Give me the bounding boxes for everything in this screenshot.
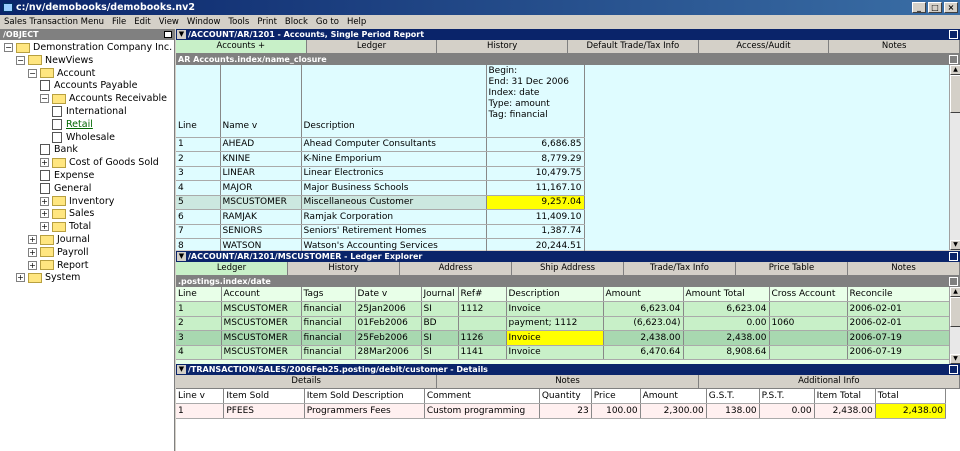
tab-history[interactable]: History: [288, 262, 400, 275]
column-header[interactable]: Reconcile: [847, 287, 949, 302]
column-header[interactable]: Item Sold Description: [304, 389, 424, 404]
tree-node-label: Accounts Receivable: [69, 93, 168, 105]
accounts-grid: [176, 65, 960, 250]
table-cell[interactable]: 2,300.00: [640, 404, 706, 419]
scroll-up-icon[interactable]: ▲: [950, 287, 960, 297]
ledger-grid: [176, 287, 960, 364]
accounts-scrollbar[interactable]: [949, 65, 960, 250]
column-header[interactable]: Item Total: [814, 389, 875, 404]
table-cell[interactable]: 6: [176, 210, 220, 225]
table-cell[interactable]: (6,623.04): [603, 316, 683, 331]
column-header[interactable]: Amount: [640, 389, 706, 404]
table-cell[interactable]: WATSON: [220, 239, 301, 254]
accounts-table: [176, 65, 585, 254]
document-icon: [40, 144, 50, 155]
column-header[interactable]: Ref#: [458, 287, 506, 302]
table-cell[interactable]: BD: [421, 316, 458, 331]
folder-icon: [52, 158, 66, 168]
column-header[interactable]: Tags: [301, 287, 355, 302]
tab-history[interactable]: History: [437, 40, 568, 53]
document-icon: [40, 170, 50, 181]
tree-node-label: Total: [69, 221, 92, 233]
header-row: [176, 389, 946, 404]
menu-sales-transaction[interactable]: Sales Transaction Menu: [4, 17, 104, 27]
table-row[interactable]: [176, 302, 949, 317]
tree-node[interactable]: [40, 220, 91, 233]
panel-menu-icon[interactable]: ▼: [178, 30, 185, 38]
tree-node[interactable]: [40, 182, 91, 195]
postings-header: [176, 276, 960, 287]
window-titlebar: [0, 0, 960, 15]
tree-node[interactable]: [16, 271, 80, 284]
table-cell[interactable]: 8,908.64: [683, 345, 769, 360]
ledger-table: [176, 287, 950, 360]
table-cell[interactable]: 10,479.75: [486, 166, 584, 181]
document-icon: [40, 80, 50, 91]
tree-node-label: Inventory: [69, 195, 115, 207]
tree-node-label: Payroll: [57, 246, 89, 258]
column-header[interactable]: Total: [875, 389, 945, 404]
tree-node-label: Accounts Payable: [54, 80, 138, 92]
panel-title: /ACCOUNT/AR/1201 - Accounts, Single Period Report: [188, 30, 425, 39]
tree-node[interactable]: [28, 233, 90, 246]
column-header[interactable]: Price: [591, 389, 640, 404]
tab-notes[interactable]: Notes: [829, 40, 960, 53]
tree-node-label: Bank: [54, 144, 78, 156]
table-cell[interactable]: SI: [421, 302, 458, 317]
table-cell[interactable]: 2,438.00: [814, 404, 875, 419]
table-cell[interactable]: [458, 316, 506, 331]
table-cell[interactable]: 25Feb2006: [355, 331, 421, 346]
table-cell[interactable]: 0.00: [683, 316, 769, 331]
table-cell[interactable]: 23: [539, 404, 591, 419]
tree-node[interactable]: [40, 156, 159, 169]
collapse-icon[interactable]: −: [17, 55, 24, 65]
tree-node-label: General: [54, 182, 92, 194]
table-cell[interactable]: AHEAD: [220, 137, 301, 152]
table-cell[interactable]: 11,167.10: [486, 181, 584, 196]
window-title: c:/nv/demobooks/demobooks.nv2: [16, 2, 195, 13]
ledger-explorer-panel: [176, 251, 960, 364]
tab-access-audit[interactable]: Access/Audit: [699, 40, 830, 53]
table-cell[interactable]: payment; 1112: [506, 316, 603, 331]
tree-node[interactable]: [52, 118, 93, 131]
table-cell[interactable]: 2: [176, 152, 220, 167]
table-cell[interactable]: 4: [176, 181, 220, 196]
tab-bar: [176, 375, 960, 389]
table-cell[interactable]: 3: [176, 166, 220, 181]
table-cell[interactable]: 2,438.00: [683, 331, 769, 346]
menu-edit[interactable]: Edit: [134, 17, 151, 27]
expand-icon[interactable]: +: [41, 209, 48, 219]
tree-node-label: Account: [57, 67, 96, 79]
ledger-scrollbar[interactable]: [949, 287, 960, 364]
table-row[interactable]: [176, 181, 584, 196]
table-cell[interactable]: Miscellaneous Customer: [301, 195, 486, 210]
menu-bar: [0, 15, 960, 29]
tree-node-label: Cost of Goods Sold: [69, 157, 159, 169]
table-cell[interactable]: SENIORS: [220, 224, 301, 239]
table-cell[interactable]: PFEES: [224, 404, 304, 419]
table-cell[interactable]: [769, 331, 847, 346]
table-cell[interactable]: Programmers Fees: [304, 404, 424, 419]
panel-menu-icon[interactable]: ▼: [178, 365, 185, 373]
tree-node[interactable]: [40, 207, 94, 220]
table-cell[interactable]: Invoice: [506, 345, 603, 360]
table-cell[interactable]: financial: [301, 331, 355, 346]
table-cell[interactable]: 2,438.00: [603, 331, 683, 346]
column-header[interactable]: Journal: [421, 287, 458, 302]
tree-node-label: System: [45, 272, 81, 284]
column-header[interactable]: Quantity: [539, 389, 591, 404]
tree-node[interactable]: [52, 105, 127, 118]
table-cell[interactable]: 11,409.10: [486, 210, 584, 225]
table-cell[interactable]: K-Nine Emporium: [301, 152, 486, 167]
column-header[interactable]: G.S.T.: [706, 389, 759, 404]
menu-file[interactable]: File: [112, 17, 127, 27]
table-cell[interactable]: 100.00: [591, 404, 640, 419]
collapse-icon[interactable]: −: [5, 43, 12, 52]
table-cell[interactable]: 20,244.51: [486, 239, 584, 254]
table-cell[interactable]: 6,686.85: [486, 137, 584, 152]
table-cell[interactable]: 5: [176, 195, 220, 210]
table-cell[interactable]: SI: [421, 331, 458, 346]
table-cell[interactable]: 1: [176, 302, 221, 317]
minimize-icon[interactable]: [949, 55, 958, 64]
expand-icon[interactable]: +: [29, 247, 36, 257]
table-cell[interactable]: Major Business Schools: [301, 181, 486, 196]
table-cell[interactable]: RAMJAK: [220, 210, 301, 225]
table-cell[interactable]: Custom programming: [424, 404, 539, 419]
tree-node[interactable]: [40, 79, 137, 92]
table-row[interactable]: [176, 316, 949, 331]
expand-icon[interactable]: +: [41, 196, 48, 206]
tree-header-label: /OBJECT: [3, 30, 39, 39]
table-cell[interactable]: 01Feb2006: [355, 316, 421, 331]
document-icon: [52, 119, 62, 130]
table-cell[interactable]: MSCUSTOMER: [221, 331, 301, 346]
table-cell[interactable]: MSCUSTOMER: [220, 195, 301, 210]
folder-icon: [52, 94, 66, 104]
table-cell[interactable]: [769, 302, 847, 317]
tree-node[interactable]: [16, 54, 93, 67]
tree-node[interactable]: [28, 259, 89, 272]
transaction-details-panel: [176, 364, 960, 451]
document-icon: [52, 106, 62, 117]
tab-ledger[interactable]: Ledger: [176, 262, 288, 275]
table-row[interactable]: [176, 210, 584, 225]
table-row[interactable]: [176, 166, 584, 181]
table-cell[interactable]: 9,257.04: [486, 195, 584, 210]
folder-icon: [28, 55, 42, 65]
table-cell[interactable]: 2,438.00: [875, 404, 945, 419]
tree-node-label: Wholesale: [66, 131, 115, 143]
tab-notes[interactable]: Notes: [848, 262, 960, 275]
menu-help[interactable]: Help: [346, 17, 367, 27]
column-header[interactable]: Description: [506, 287, 603, 302]
table-cell[interactable]: financial: [301, 302, 355, 317]
table-cell[interactable]: Linear Electronics: [301, 166, 486, 181]
details-grid: [176, 389, 960, 451]
table-cell[interactable]: MSCUSTOMER: [221, 302, 301, 317]
tree-node[interactable]: [40, 195, 114, 208]
tree-node-label: International: [66, 106, 127, 117]
maximize-icon[interactable]: [949, 30, 958, 39]
table-row[interactable]: [176, 224, 584, 239]
menu-view[interactable]: View: [158, 17, 179, 27]
scroll-thumb[interactable]: [950, 75, 960, 113]
col-header-name[interactable]: Name v: [220, 65, 301, 137]
table-cell[interactable]: 138.00: [706, 404, 759, 419]
table-cell[interactable]: 6,470.64: [603, 345, 683, 360]
tab-notes[interactable]: Notes: [437, 375, 698, 388]
tab-trade-tax-info[interactable]: Trade/Tax Info: [624, 262, 736, 275]
close-button[interactable]: ×: [944, 2, 958, 13]
table-cell[interactable]: 2: [176, 316, 221, 331]
column-header[interactable]: Comment: [424, 389, 539, 404]
table-cell[interactable]: 1126: [458, 331, 506, 346]
panel-titlebar: [176, 29, 960, 40]
scroll-thumb[interactable]: [950, 297, 960, 327]
column-header[interactable]: P.S.T.: [759, 389, 814, 404]
tab-bar: [176, 262, 960, 276]
tree-node-label: Retail: [66, 118, 93, 130]
table-cell[interactable]: [769, 345, 847, 360]
folder-icon: [40, 260, 54, 270]
tree-node-label: Sales: [69, 208, 95, 220]
tab-details[interactable]: Details: [176, 375, 437, 388]
scroll-down-icon[interactable]: ▼: [950, 354, 960, 364]
table-cell[interactable]: 2006-02-01: [847, 302, 949, 317]
column-header[interactable]: Line v: [176, 389, 224, 404]
index-label: Index: date: [488, 88, 540, 98]
table-cell[interactable]: 25Jan2006: [355, 302, 421, 317]
tab-bar: [176, 40, 960, 54]
tab-ledger[interactable]: Ledger: [307, 40, 438, 53]
tree-node-label: Expense: [54, 170, 95, 181]
index-title: AR Accounts.index/name_closure: [178, 55, 327, 64]
tag-label: Tag: financial: [488, 110, 548, 120]
column-header[interactable]: Amount: [603, 287, 683, 302]
folder-icon: [52, 222, 66, 232]
menu-print[interactable]: Print: [257, 17, 277, 27]
collapse-icon[interactable]: −: [29, 68, 36, 78]
col-header-description[interactable]: Description: [301, 65, 486, 137]
panel-titlebar: [176, 251, 960, 262]
expand-icon[interactable]: +: [17, 273, 24, 283]
tree-node[interactable]: [40, 92, 167, 105]
column-header[interactable]: Date v: [355, 287, 421, 302]
table-cell[interactable]: 8,779.29: [486, 152, 584, 167]
table-cell[interactable]: 2006-07-19: [847, 345, 949, 360]
table-cell[interactable]: 1: [176, 137, 220, 152]
table-cell[interactable]: 6,623.04: [683, 302, 769, 317]
postings-title: .postings.index/date: [178, 277, 271, 286]
tab-ship-address[interactable]: Ship Address: [512, 262, 624, 275]
tree-header: [0, 29, 174, 40]
tree-node[interactable]: [28, 246, 89, 259]
panel-titlebar: [176, 364, 960, 375]
column-header[interactable]: Account: [221, 287, 301, 302]
table-row[interactable]: [176, 152, 584, 167]
tree-close-icon[interactable]: [164, 31, 172, 38]
tree-node-label: NewViews: [45, 54, 94, 66]
index-header: [176, 54, 960, 65]
table-cell[interactable]: MSCUSTOMER: [221, 345, 301, 360]
tree-node[interactable]: [52, 131, 115, 144]
minimize-button[interactable]: _: [912, 2, 926, 13]
app-icon: [3, 3, 13, 12]
folder-icon: [40, 235, 54, 245]
table-cell[interactable]: 1141: [458, 345, 506, 360]
scroll-up-icon[interactable]: ▲: [950, 65, 960, 75]
table-cell[interactable]: 1: [176, 404, 224, 419]
tab-address[interactable]: Address: [400, 262, 512, 275]
table-cell[interactable]: 28Mar2006: [355, 345, 421, 360]
expand-icon[interactable]: +: [41, 158, 48, 168]
expand-icon[interactable]: +: [29, 260, 36, 270]
menu-tools[interactable]: Tools: [228, 17, 250, 27]
column-header[interactable]: Line: [176, 287, 221, 302]
maximize-button[interactable]: □: [928, 2, 942, 13]
expand-icon[interactable]: +: [29, 235, 36, 244]
table-cell[interactable]: LINEAR: [220, 166, 301, 181]
table-cell[interactable]: Invoice: [506, 302, 603, 317]
table-row[interactable]: [176, 404, 946, 419]
tree-node[interactable]: [28, 67, 95, 80]
folder-icon: [52, 209, 66, 219]
minimize-icon[interactable]: [949, 277, 958, 286]
table-cell[interactable]: 1060: [769, 316, 847, 331]
table-row[interactable]: [176, 331, 949, 346]
menu-goto[interactable]: Go to: [315, 17, 339, 27]
end-label: End: 31 Dec 2006: [488, 77, 569, 87]
type-label: Type: amount: [488, 99, 550, 109]
table-cell[interactable]: Watson's Accounting Services: [301, 239, 486, 254]
tree-node[interactable]: [4, 41, 172, 54]
table-row[interactable]: [176, 137, 584, 152]
tree-node-label: Report: [57, 259, 89, 271]
details-table: [176, 389, 946, 419]
folder-icon: [28, 273, 42, 283]
menu-window[interactable]: Window: [186, 17, 221, 27]
table-cell[interactable]: Invoice: [506, 331, 603, 346]
tab-price-table[interactable]: Price Table: [736, 262, 848, 275]
table-cell[interactable]: 7: [176, 224, 220, 239]
document-icon: [40, 183, 50, 194]
table-cell[interactable]: KNINE: [220, 152, 301, 167]
column-header[interactable]: Amount Total: [683, 287, 769, 302]
folder-icon: [16, 43, 30, 53]
table-cell[interactable]: 1112: [458, 302, 506, 317]
tree-node[interactable]: [40, 169, 94, 182]
tree-node-label: Journal: [57, 234, 90, 245]
header-row: [176, 287, 949, 302]
table-cell[interactable]: 6,623.04: [603, 302, 683, 317]
col-header-line[interactable]: Line: [176, 65, 220, 137]
object-tree: [0, 29, 175, 451]
tab-accounts[interactable]: Accounts +: [176, 40, 307, 53]
menu-block[interactable]: Block: [284, 17, 308, 27]
column-header[interactable]: Item Sold: [224, 389, 304, 404]
document-icon: [52, 132, 62, 143]
table-row[interactable]: [176, 345, 949, 360]
panel-title: /ACCOUNT/AR/1201/MSCUSTOMER - Ledger Explorer: [188, 252, 423, 261]
table-cell[interactable]: Seniors' Retirement Homes: [301, 224, 486, 239]
period-header[interactable]: [486, 65, 584, 137]
table-cell[interactable]: 4: [176, 345, 221, 360]
table-cell[interactable]: 0.00: [759, 404, 814, 419]
tab-additional-info[interactable]: Additional Info: [699, 375, 960, 388]
tab-default-trade-tax[interactable]: Default Trade/Tax Info: [568, 40, 699, 53]
table-cell[interactable]: 8: [176, 239, 220, 254]
maximize-icon[interactable]: [949, 252, 958, 261]
panel-menu-icon[interactable]: ▼: [178, 252, 185, 260]
table-cell[interactable]: 3: [176, 331, 221, 346]
folder-icon: [52, 196, 66, 206]
table-cell[interactable]: 2006-02-01: [847, 316, 949, 331]
accounts-report-panel: [176, 29, 960, 251]
panel-title: /TRANSACTION/SALES/2006Feb25.posting/debit/customer - Details: [188, 365, 488, 374]
table-cell[interactable]: 2006-07-19: [847, 331, 949, 346]
table-cell[interactable]: Ahead Computer Consultants: [301, 137, 486, 152]
maximize-icon[interactable]: [949, 365, 958, 374]
table-cell[interactable]: 1,387.74: [486, 224, 584, 239]
table-cell[interactable]: financial: [301, 316, 355, 331]
column-header[interactable]: Cross Account: [769, 287, 847, 302]
tree-node-label: Demonstration Company Inc.: [33, 42, 173, 53]
table-cell[interactable]: SI: [421, 345, 458, 360]
expand-icon[interactable]: +: [41, 222, 48, 232]
begin-label: Begin:: [488, 66, 518, 76]
scroll-down-icon[interactable]: ▼: [950, 240, 960, 250]
table-row[interactable]: [176, 195, 584, 210]
collapse-icon[interactable]: −: [41, 94, 48, 104]
table-cell[interactable]: financial: [301, 345, 355, 360]
table-cell[interactable]: MAJOR: [220, 181, 301, 196]
table-cell[interactable]: Ramjak Corporation: [301, 210, 486, 225]
folder-icon: [40, 68, 54, 78]
folder-icon: [40, 247, 54, 257]
table-cell[interactable]: MSCUSTOMER: [221, 316, 301, 331]
tree-node[interactable]: [40, 143, 78, 156]
